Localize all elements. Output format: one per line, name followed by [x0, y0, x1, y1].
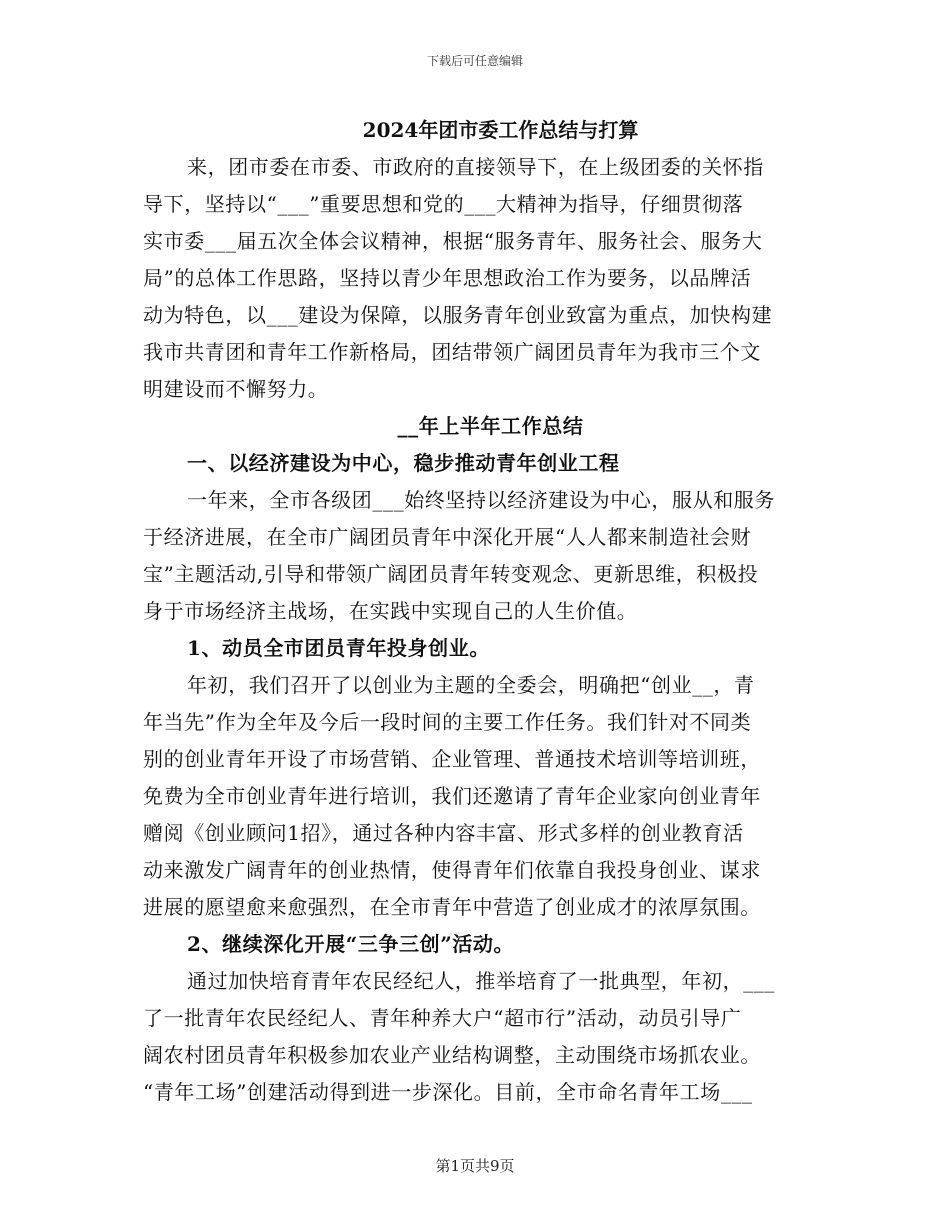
subsection2-heading: 2、继续深化开展“三争三创”活动。	[187, 932, 515, 956]
paragraph-line: 于经济进展，在全市广阔团员青年中深化开展“人人都来制造社会财	[143, 525, 752, 549]
subsection1-paragraph	[143, 667, 808, 926]
paragraph-line: 我市共青团和青年工作新格局，团结带领广阔团员青年为我市三个文	[143, 340, 761, 364]
paragraph-line: 导下，坚持以“___”重要思想和党的___大精神为指导，仔细贯彻落	[143, 192, 744, 216]
page-number: 第1页共9页	[435, 1157, 515, 1175]
intro-paragraph	[143, 149, 808, 408]
document-body	[143, 112, 808, 1111]
paragraph-line: 免费为全市创业青年进行培训，我们还邀请了青年企业家向创业青年	[143, 784, 761, 808]
document-title: 2024年团市委工作总结与打算	[362, 118, 639, 142]
paragraph-line: 年初，我们召开了以创业为主题的全委会，明确把“创业__，青	[187, 673, 755, 697]
paragraph-line: 明建设而不懈努力。	[143, 377, 329, 401]
paragraph-line: 身于市场经济主战场，在实践中实现自己的人生价值。	[143, 599, 638, 623]
subsection2-paragraph	[143, 963, 808, 1111]
paragraph-line: 了一批青年农民经纪人、青年种养大户“超市行”活动，动员引导广	[143, 1006, 742, 1030]
section1-paragraph	[143, 482, 808, 630]
paragraph-line: 来，团市委在市委、市政府的直接领导下，在上级团委的关怀指	[187, 155, 764, 179]
subsection1-heading: 1、动员全市团员青年投身创业。	[187, 636, 490, 660]
paragraph-line: 动来激发广阔青年的创业热情，使得青年们依靠自我投身创业、谋求	[143, 858, 761, 882]
section-subtitle: __年上半年工作总结	[397, 414, 584, 438]
paragraph-line: 别的创业青年开设了市场营销、企业管理、普通技术培训等培训班，	[143, 747, 761, 771]
paragraph-line: 赠阅《创业顾问1招》，通过各种内容丰富、形式多样的创业教育活	[143, 821, 744, 845]
paragraph-line: 动为特色，以___建设为保障，以服务青年创业致富为重点，加快构建	[143, 303, 773, 327]
section1-heading: 一、以经济建设为中心，稳步推动青年创业工程	[187, 451, 620, 475]
paragraph-line: 年当先”作为全年及今后一段时间的主要工作任务。我们针对不同类	[143, 710, 752, 734]
paragraph-line: 阔农村团员青年积极参加农业产业结构调整，主动围绕市场抓农业。	[143, 1043, 761, 1067]
paragraph-line: 一年来，全市各级团___始终坚持以经济建设为中心，服从和服务	[187, 488, 775, 512]
paragraph-line: 局”的总体工作思路，坚持以青少年思想政治工作为要务，以品牌活	[143, 266, 752, 290]
paragraph-line: 宝”主题活动,引导和带领广阔团员青年转变观念、更新思维，积极投	[143, 562, 759, 586]
paragraph-line: 进展的愿望愈来愈强烈，在全市青年中营造了创业成才的浓厚氛围。	[143, 895, 761, 919]
paragraph-line: 实市委___届五次全体会议精神，根据“服务青年、服务社会、服务大	[143, 229, 763, 253]
page-header: 下载后可任意编辑	[426, 54, 523, 68]
paragraph-line: 通过加快培育青年农民经纪人，推举培育了一批典型，年初，___	[187, 969, 775, 993]
paragraph-line: “青年工场”创建活动得到进一步深化。目前，全市命名青年工场___	[143, 1080, 753, 1104]
